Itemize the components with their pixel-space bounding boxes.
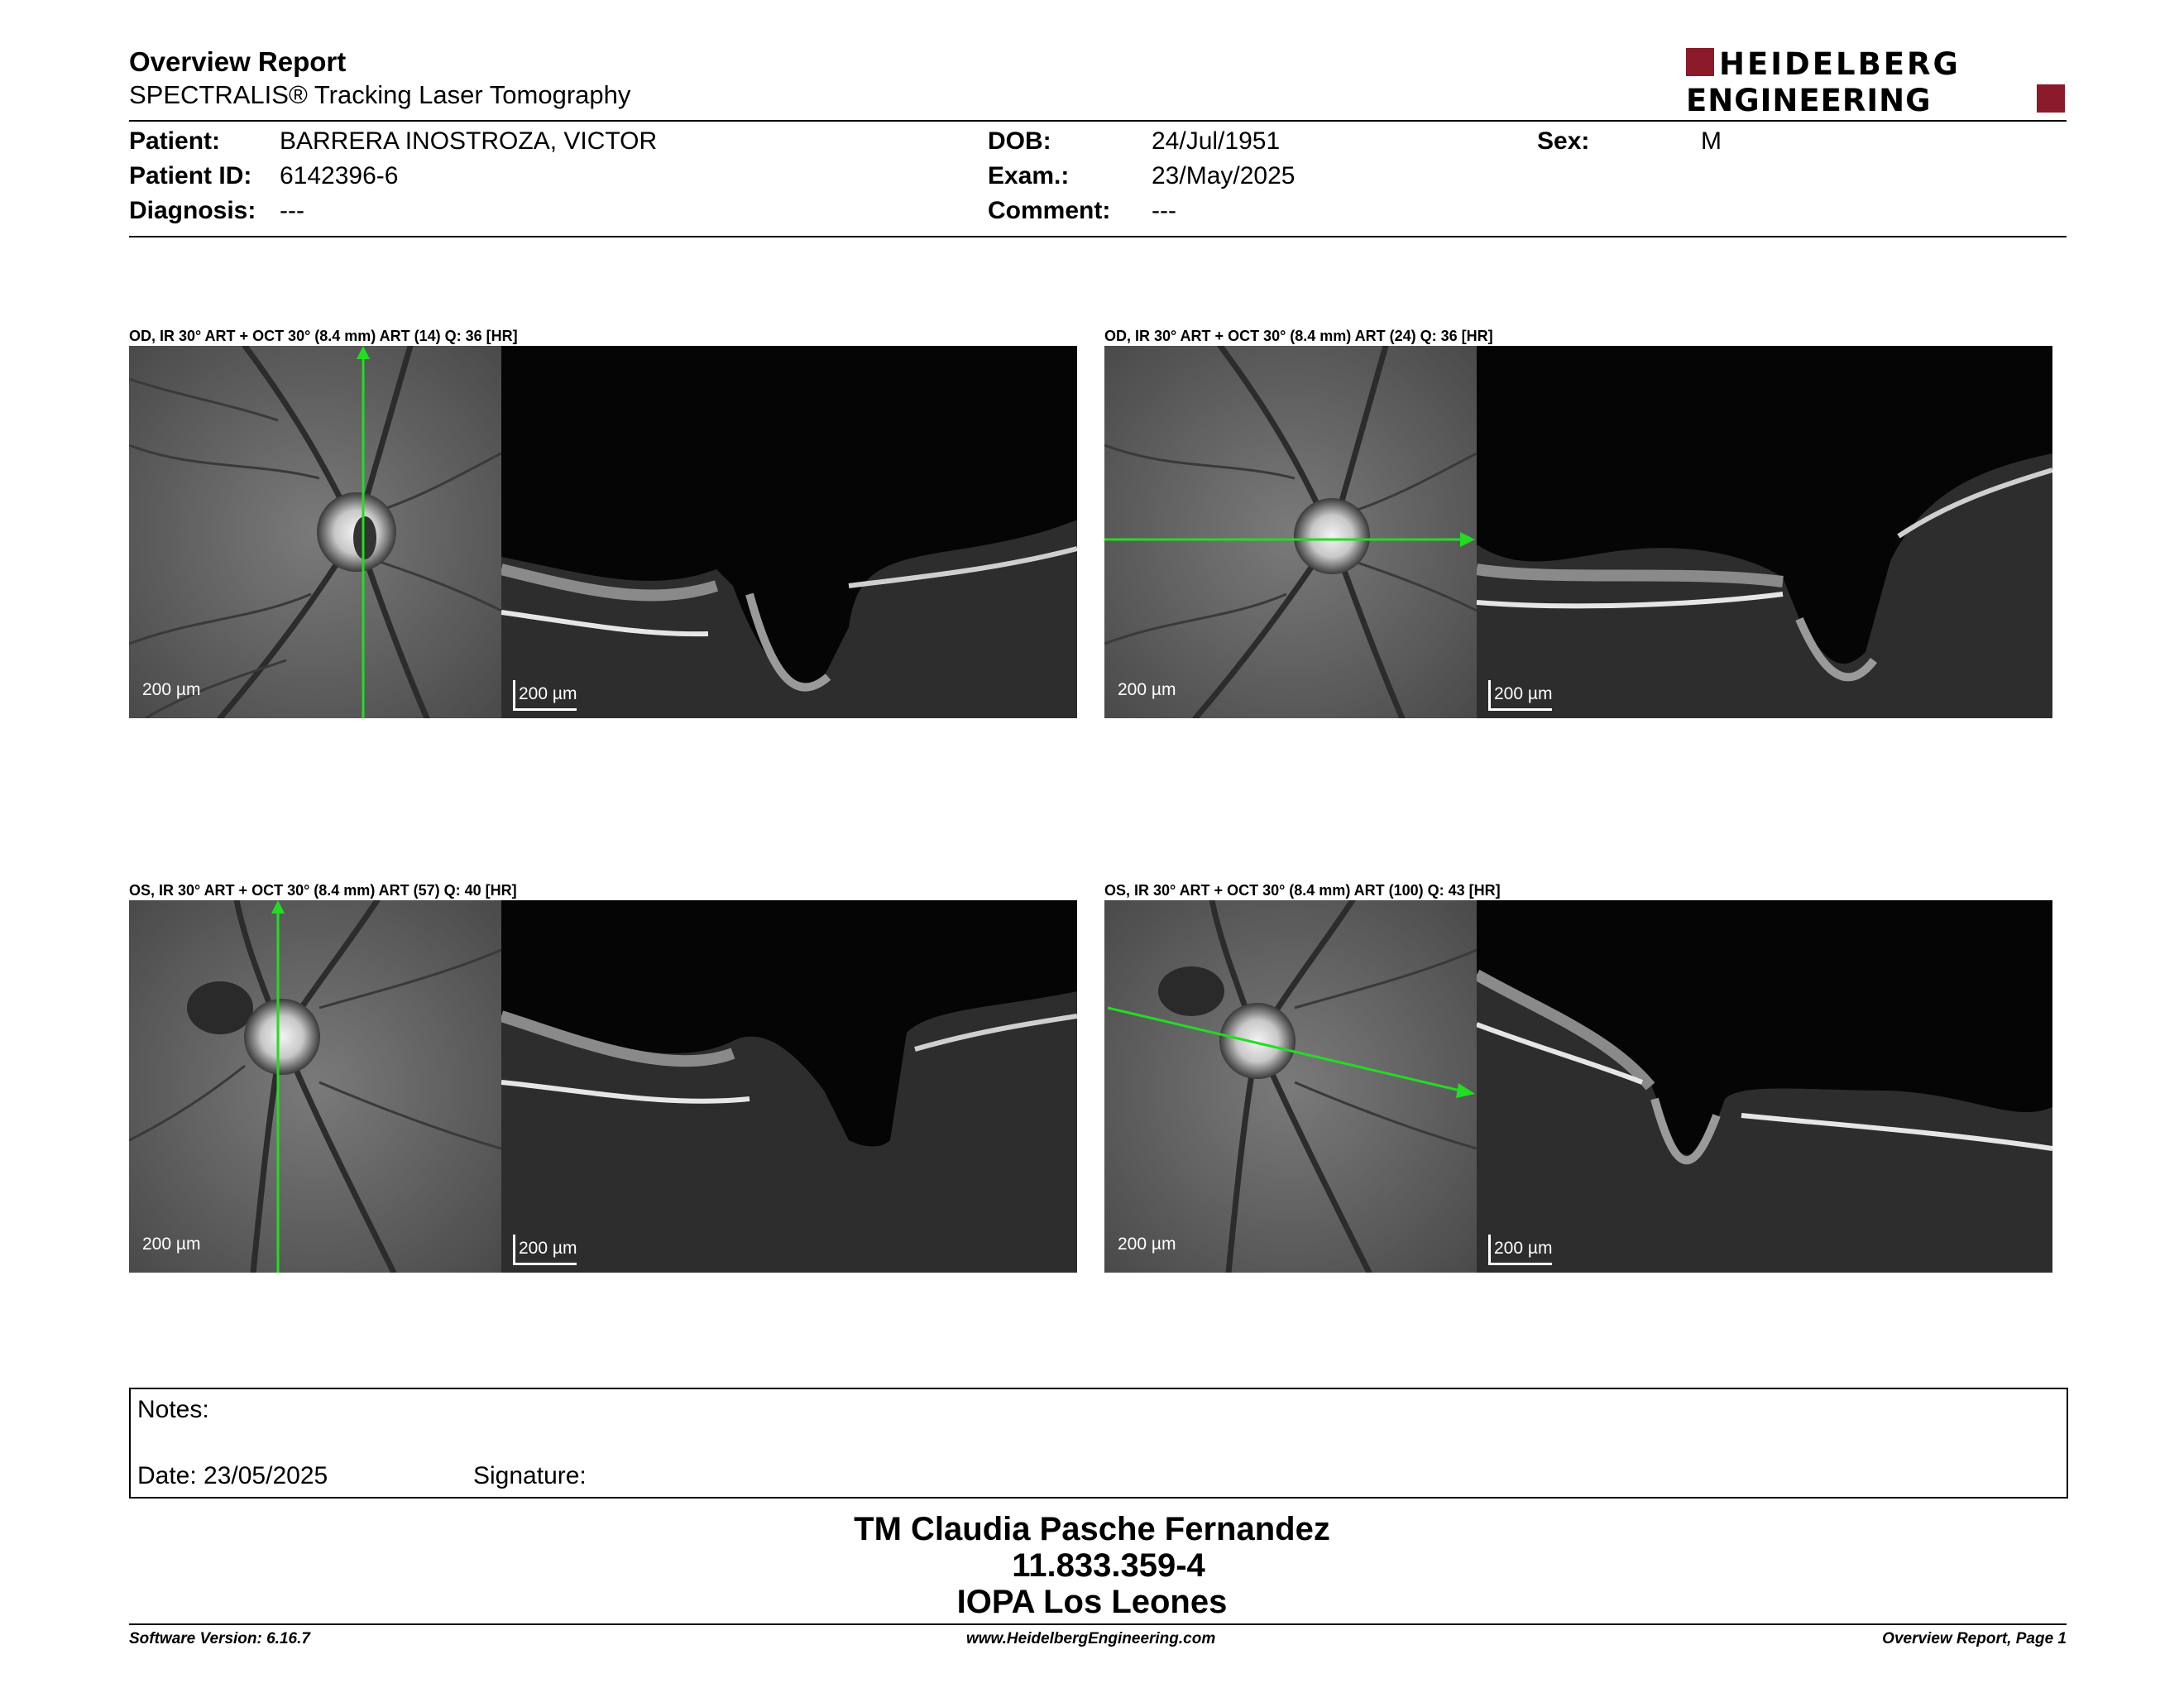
oct-scale-4: 200 µm [1488,1235,1552,1265]
sex-value: M [1701,127,1722,155]
page-number: Overview Report, Page 1 [1882,1630,2067,1647]
oct-scale-3: 200 µm [513,1235,577,1265]
signatory-org: IOPA Los Leones [956,1584,1228,1620]
exam-value: 23/May/2025 [1152,162,1296,189]
scan-panel-4[interactable] [1104,900,2052,1273]
patient-id-label: Patient ID: [129,162,252,189]
header-rule [129,120,2067,122]
fundus-scale-2: 200 µm [1118,680,1176,699]
oct-bscan-3[interactable] [501,900,1077,1273]
fundus-image-3[interactable] [129,900,501,1273]
signatory-block [0,1511,2184,1620]
fundus-image-4[interactable] [1104,900,1477,1273]
scan-panel-3[interactable] [129,900,1077,1273]
patient-rule [129,236,2067,237]
heidelberg-logo [1686,46,2067,116]
oct-bscan-2[interactable] [1477,346,2052,718]
dob-label: DOB: [988,127,1051,155]
comment-value: --- [1152,197,1176,224]
scan-caption-4: OS, IR 30° ART + OCT 30° (8.4 mm) ART (100) Q: 43 [HR] [1104,882,1501,899]
fundus-scale-3: 200 µm [142,1235,201,1254]
software-version: Software Version: 6.16.7 [129,1630,310,1647]
report-subtitle: SPECTRALIS® Tracking Laser Tomography [129,80,631,109]
oct-bscan-4[interactable] [1477,900,2052,1273]
oct-scale-1: 200 µm [513,680,577,711]
fundus-scale-1: 200 µm [142,680,201,699]
scan-caption-1: OD, IR 30° ART + OCT 30° (8.4 mm) ART (14) Q: 36 [HR] [129,328,518,344]
fundus-image-2[interactable] [1104,346,1477,718]
fundus-scale-4: 200 µm [1118,1235,1176,1254]
scan-caption-2: OD, IR 30° ART + OCT 30° (8.4 mm) ART (24) Q: 36 [HR] [1104,328,1493,344]
signatory-name: TM Claudia Pasche Fernandez [854,1511,1330,1547]
date-label: Date: 23/05/2025 [137,1462,328,1489]
exam-label: Exam.: [988,162,1070,189]
scan-panel-2[interactable] [1104,346,2052,718]
notes-box [129,1388,2068,1499]
logo-text-top: HEIDELBERG [1719,46,1961,82]
fundus-image-1[interactable] [129,346,501,718]
logo-text-bottom: ENGINEERING [1686,83,1932,116]
scan-caption-3: OS, IR 30° ART + OCT 30° (8.4 mm) ART (57) Q: 40 [HR] [129,882,517,899]
patient-id: 6142396-6 [280,162,399,189]
website-link[interactable]: www.HeidelbergEngineering.com [966,1630,1216,1647]
patient-label: Patient: [129,127,221,155]
patient-name: BARRERA INOSTROZA, VICTOR [280,127,658,155]
notes-label: Notes: [137,1396,209,1423]
signature-label: Signature: [473,1462,587,1489]
oct-scale-2: 200 µm [1488,680,1552,711]
diagnosis-label: Diagnosis: [129,197,256,224]
report-title: Overview Report [129,46,347,77]
oct-bscan-1[interactable] [501,346,1077,718]
signatory-id: 11.833.359-4 [1012,1547,1205,1584]
footer-rule [129,1623,2067,1625]
comment-label: Comment: [988,197,1111,224]
dob-value: 24/Jul/1951 [1152,127,1281,155]
sex-label: Sex: [1537,127,1590,155]
diagnosis-value: --- [280,197,304,224]
scan-panel-1[interactable] [129,346,1077,718]
